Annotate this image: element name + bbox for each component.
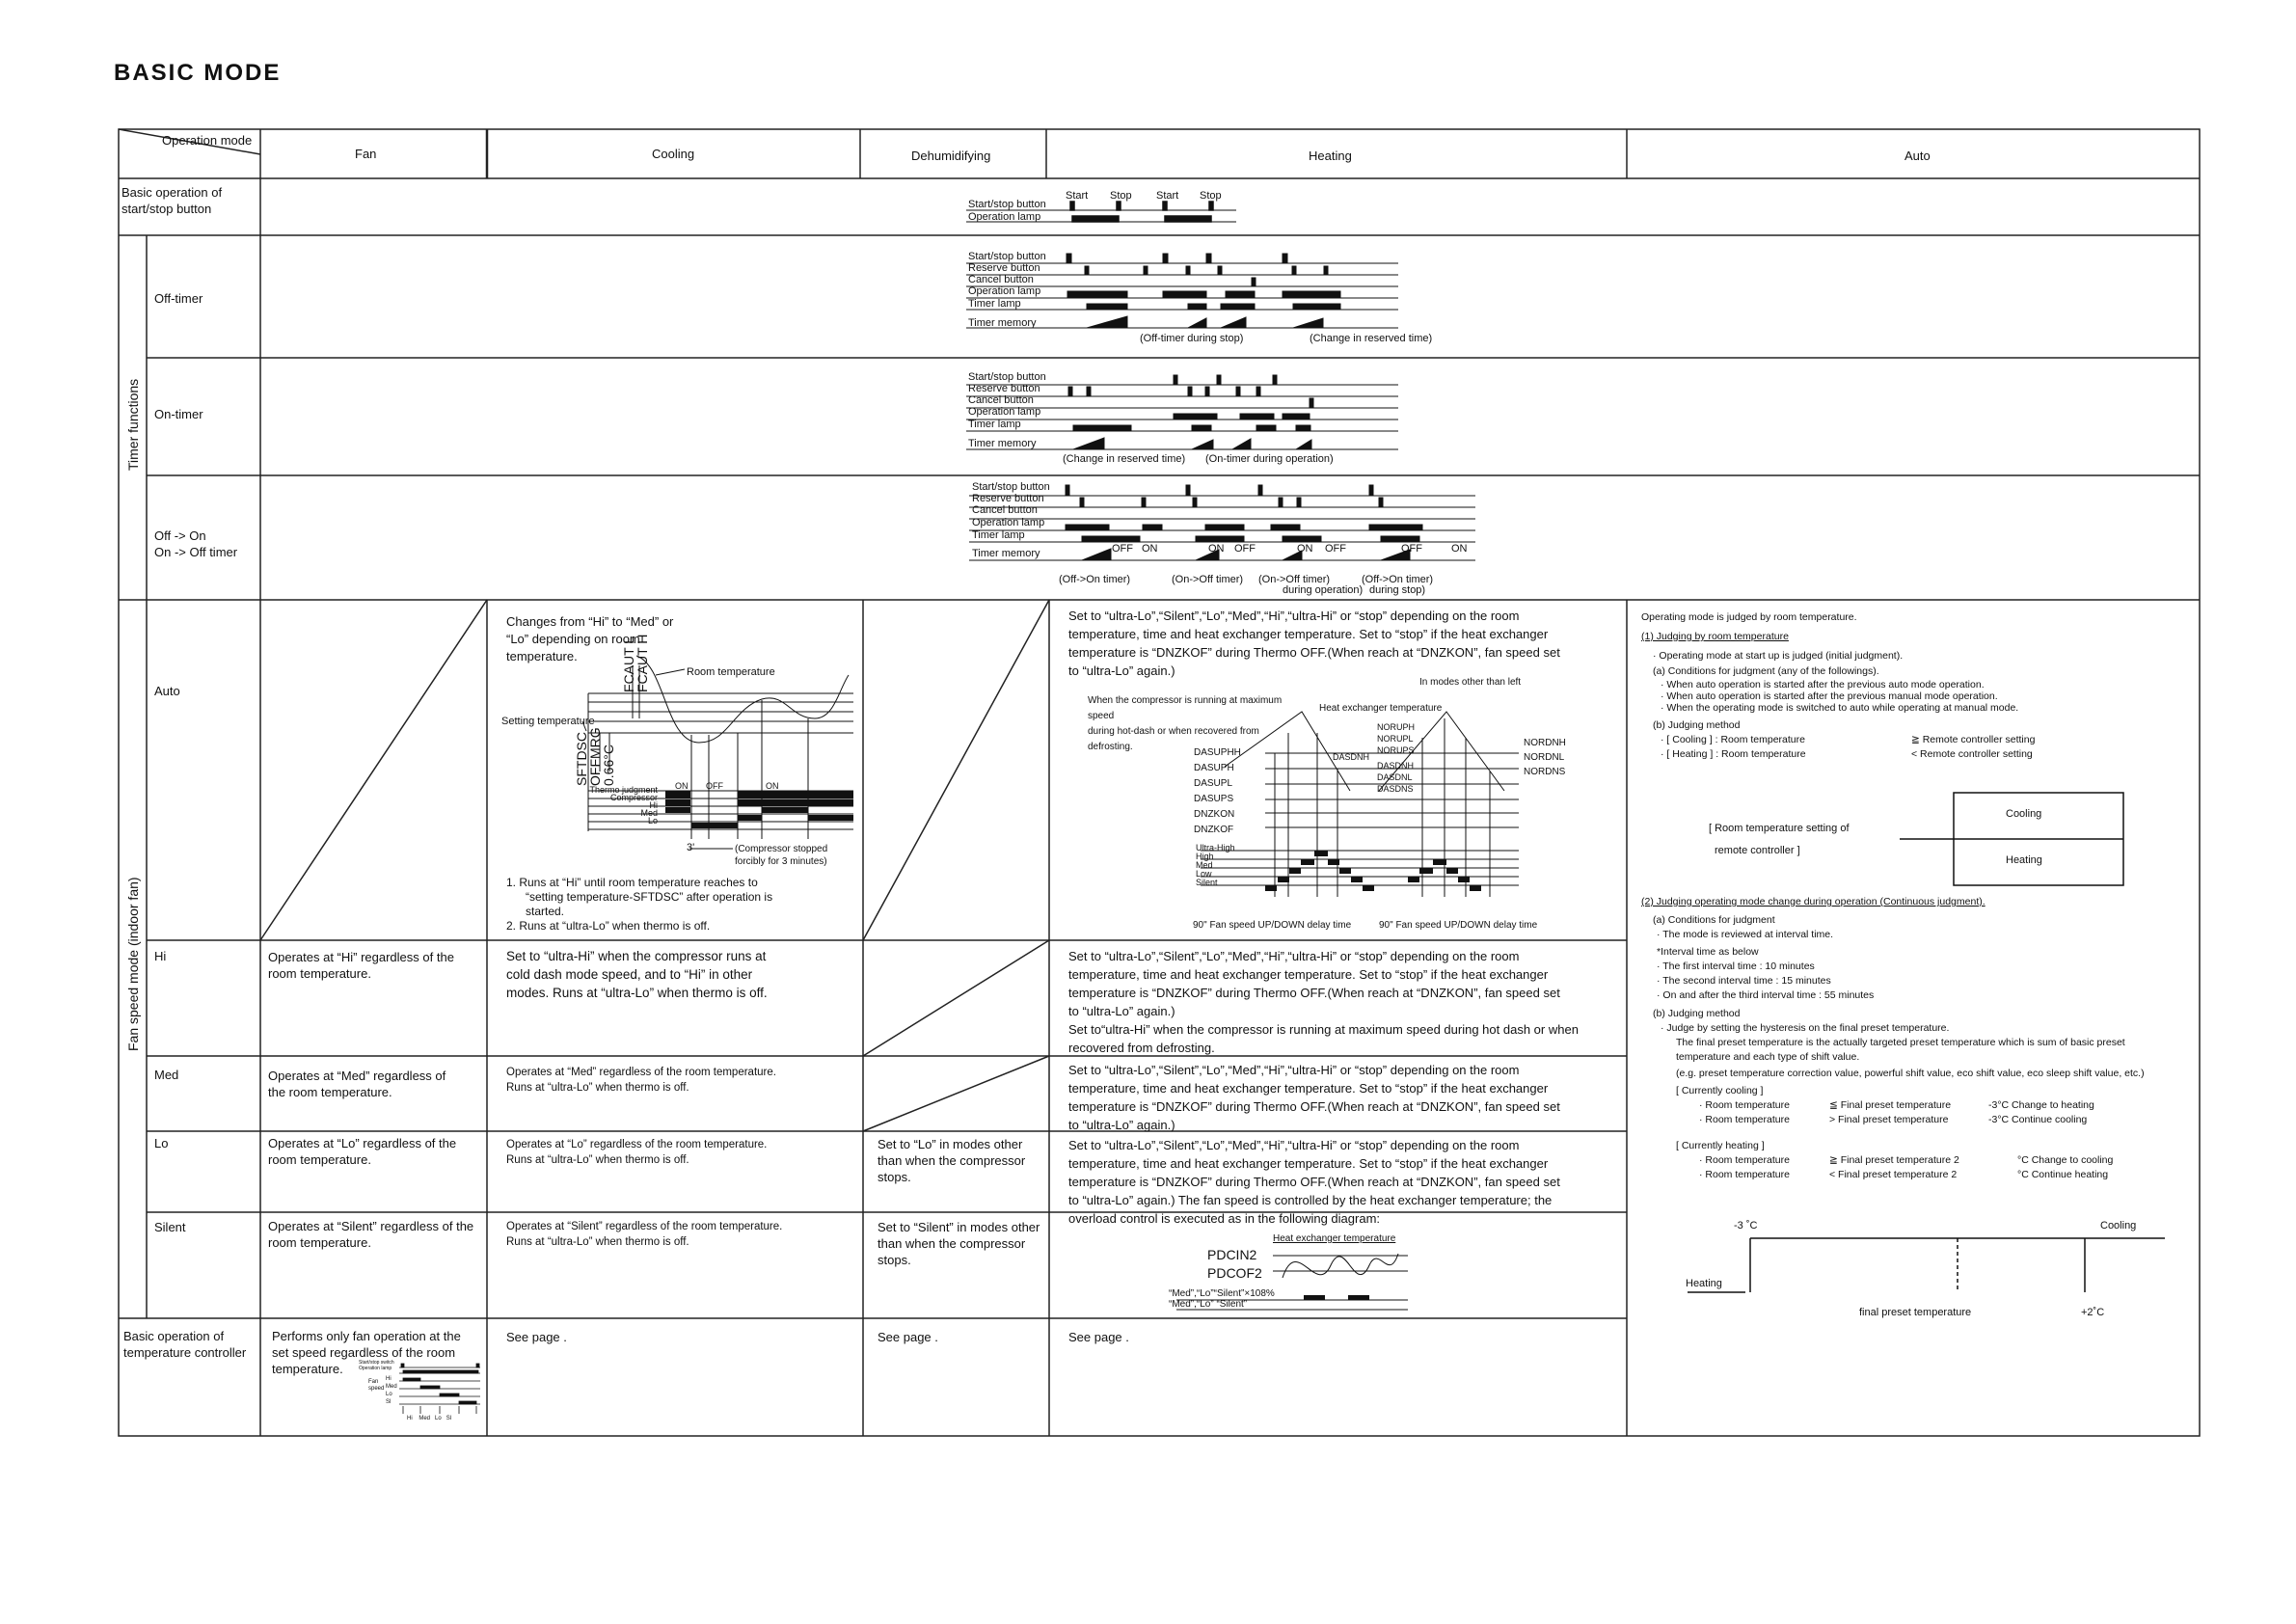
start-label-2: Start [1156, 190, 1179, 202]
fan-lo-text: Operates at “Lo” regardless of the room temperature. [268, 1136, 457, 1167]
stop-label-2: Stop [1200, 190, 1222, 202]
signal-label: Start/stop button [968, 199, 1046, 210]
cooling-auto-text-1: Changes from “Hi” to “Med” or [506, 614, 674, 629]
fan-hi-text: Operates at “Hi” regardless of the room temperature. [268, 950, 454, 981]
fan-auto-label: Auto [154, 684, 180, 698]
heating-see-page[interactable]: See page . [1068, 1330, 1129, 1344]
seg-label: ON [1142, 543, 1158, 555]
seg-label: ON [1297, 543, 1313, 555]
signal-label: Operation lamp [972, 517, 1045, 528]
timing-note: (On->Off timer) [1172, 574, 1244, 585]
col-cooling: Cooling [652, 147, 695, 161]
hyst-plus: +2˚C [2081, 1307, 2105, 1318]
on-label-2: ON [766, 781, 779, 791]
off-label: OFF [706, 781, 723, 791]
basic-startstop-label-2: start/stop button [122, 202, 212, 216]
delay-label: 90" Fan speed UP/DOWN delay time [1379, 920, 1538, 931]
timing-note: (Off->On timer) [1362, 574, 1434, 585]
mid-label: DASDNH [1333, 752, 1370, 762]
cooling-auto-notes: 1. Runs at “Hi” until room temperature reaches to “setting temperature-SFTDSC” after operation is started. 2. Runs at “ultra-Lo” when thermo is off. [506, 876, 773, 933]
page-title: BASIC MODE [114, 60, 282, 86]
off-timer-label: Off-timer [154, 291, 203, 306]
mini-axis: Hi Med Lo Sl [407, 1416, 452, 1421]
cooling-lo-text: Operates at “Lo” regardless of the room temperature. Runs at “ultra-Lo” when thermo is off. [506, 1139, 768, 1166]
dehum-see-page[interactable]: See page . [878, 1330, 938, 1344]
signal-label: Reserve button [968, 383, 1040, 394]
timing-note: during operation) [1283, 584, 1364, 596]
signal-label: Reserve button [968, 262, 1040, 274]
timing-note: (On-timer during operation) [1205, 453, 1334, 465]
vert-label: FCAUT H [635, 634, 650, 692]
cooling-chart-rows: Thermo judgment Compressor Hi Med Lo [589, 785, 658, 826]
fan-temp-ctrl-text: Performs only fan operation at the set speed regardless of the room temperature. [272, 1329, 461, 1376]
timing-note: (Off->On timer) [1059, 574, 1131, 585]
heating-chart-note-right: In modes other than left [1419, 677, 1522, 688]
mini-rows: Start/stop switch Operation lamp [359, 1360, 394, 1371]
signal-label: Cancel button [968, 394, 1034, 406]
signal-label: Timer lamp [972, 529, 1025, 541]
signal-label: Cancel button [972, 504, 1038, 516]
col-heating: Heating [1309, 149, 1352, 163]
signal-label: Timer lamp [968, 298, 1021, 310]
auto-box-label: [ Room temperature setting of remote controller ] [1709, 823, 1850, 856]
seg-label: OFF [1325, 543, 1346, 555]
mini-speeds: Hi Med Lo Sl [386, 1376, 397, 1405]
heating-hi-text: Set to “ultra-Lo”,“Silent”,“Lo”,“Med”,“Hi”,“ultra-Hi” or “stop” depending on the room temperature, time and heat exchanger temperature. Set to “stop” if the heat exchanger temperature is “DNZKOF” during Thermo OFF.(When reach at “DNZKON”, fan speed set to “ultra-Lo” again.) Set to“ultra-Hi” when the compressor is running at maximum speed during hot dash or when recovered from defrosting. [1068, 949, 1579, 1055]
cooling-hi-text: Set to “ultra-Hi” when the compressor runs at cold dash mode speed, and to “Hi” in other modes. Runs at “ultra-Lo” when thermo is off. [506, 949, 768, 1000]
off-on-timer-label-2: On -> Off timer [154, 545, 238, 559]
basic-startstop-label-1: Basic operation of [122, 185, 223, 200]
seg-label: OFF [1112, 543, 1133, 555]
fan-med-label: Med [154, 1068, 179, 1082]
vert-label: SFTDSC [574, 732, 589, 786]
timing-note: (On->Off timer) [1258, 574, 1331, 585]
cooling-see-page[interactable]: See page . [506, 1330, 567, 1344]
fan-hi-label: Hi [154, 949, 167, 963]
start-label: Start [1066, 190, 1089, 202]
off-on-timer-label-1: Off -> On [154, 528, 206, 543]
col-auto: Auto [1904, 149, 1931, 163]
signal-label: Timer memory [968, 438, 1037, 449]
fan-silent-text: Operates at “Silent” regardless of the room temperature. [268, 1219, 474, 1250]
signal-label: Timer lamp [968, 419, 1021, 430]
cooling-med-text: Operates at “Med” regardless of the room temperature. Runs at “ultra-Lo” when thermo is off. [506, 1067, 776, 1094]
auto-box-cooling: Cooling [2006, 808, 2042, 820]
cooling-auto-text-3: temperature. [506, 649, 578, 663]
timing-note: (Off-timer during stop) [1140, 333, 1244, 344]
room-temp-label: Room temperature [687, 666, 775, 678]
timer-functions-label: Timer functions [125, 378, 141, 471]
on-timer-label: On-timer [154, 407, 203, 421]
fan-lo-label: Lo [154, 1136, 169, 1150]
hx-temp-label: Heat exchanger temperature [1319, 703, 1443, 714]
col-fan: Fan [355, 147, 377, 161]
timing-note: (Change in reserved time) [1063, 453, 1186, 465]
pd-lines: “Med”,“Lo”“Silent”×108% “Med”,“Lo” “Silent” [1169, 1288, 1275, 1310]
temp-ctrl-label: Basic operation of temperature controller [123, 1329, 247, 1360]
cooling-silent-text: Operates at “Silent” regardless of the room temperature. Runs at “ultra-Lo” when thermo is off. [506, 1221, 783, 1248]
auto-box-heating: Heating [2006, 854, 2042, 866]
vert-label: FCAUT L [621, 636, 636, 692]
seg-label: OFF [1401, 543, 1422, 555]
dehum-silent-text: Set to “Silent” in modes other than when the compressor stops. [878, 1220, 1040, 1267]
setting-temp-label: Setting temperature [501, 716, 595, 727]
signal-label: Cancel button [968, 274, 1034, 285]
heating-med-text: Set to “ultra-Lo”,“Silent”,“Lo”,“Med”,“Hi”,“ultra-Hi” or “stop” depending on the room temperature, time and heat exchanger temperature. Set to “stop” if the heat exchanger temperature is “DNZKOF” during Thermo OFF.(When reach at “DNZKON”, fan speed set to “ultra-Lo” again.) [1068, 1063, 1560, 1132]
fan-med-text: Operates at “Med” regardless of the room temperature. [268, 1069, 446, 1099]
heating-left-labels: DASUPHH DASUPH DASUPL DASUPS DNZKON DNZKOF [1194, 747, 1241, 835]
heating-chart-note-left: When the compressor is running at maximum speed during hot-dash or when recovered from defrosting. [1088, 695, 1283, 752]
dehum-lo-text: Set to “Lo” in modes other than when the compressor stops. [878, 1137, 1026, 1184]
seg-label: ON [1451, 543, 1468, 555]
heating-mid-labels: NORUPH NORUPL NORUPS DASDNH DASDNL DASDNS [1377, 722, 1416, 794]
timing-note: during stop) [1369, 584, 1426, 596]
signal-label: Operation lamp [968, 285, 1041, 297]
fan-silent-label: Silent [154, 1220, 186, 1234]
delay-label: 3' [687, 842, 695, 853]
hyst-minus: -3 ˚C [1734, 1220, 1758, 1232]
signal-label: Start/stop button [968, 371, 1046, 383]
cooling-auto-text-2: “Lo” depending on room [506, 632, 640, 646]
pd-hx-label: Heat exchanger temperature [1273, 1233, 1396, 1244]
signal-label: Timer memory [968, 317, 1037, 329]
col-dehumidifying: Dehumidifying [911, 149, 991, 163]
heating-right-labels: NORDNH NORDNL NORDNS [1524, 738, 1566, 777]
signal-label: Operation lamp [968, 406, 1041, 418]
vert-label: OFFMRG [587, 727, 603, 786]
hyst-cooling: Cooling [2100, 1220, 2137, 1232]
hyst-final: final preset temperature [1859, 1307, 1972, 1318]
vert-label: 0.66°C [601, 744, 616, 786]
signal-label: Start/stop button [968, 251, 1046, 262]
mini-side: Fan speed [368, 1379, 385, 1392]
fan-speed-mode-label: Fan speed mode (indoor fan) [125, 877, 141, 1051]
on-label: ON [675, 781, 689, 791]
timing-note: (Change in reserved time) [1310, 333, 1433, 344]
stop-note-1: (Compressor stopped [735, 844, 828, 854]
seg-label: OFF [1234, 543, 1256, 555]
heating-auto-text: Set to “ultra-Lo”,“Silent”,“Lo”,“Med”,“Hi”,“ultra-Hi” or “stop” depending on the room temperature, time and heat exchanger temperature. Set to “stop” if the heat exchanger temperature is “DNZKOF” during Thermo OFF.(When reach at “DNZKON”, fan speed set to “ultra-Lo” again.) [1068, 609, 1560, 678]
signal-label: Operation lamp [968, 211, 1041, 223]
hyst-heating: Heating [1686, 1278, 1722, 1289]
signal-label: Start/stop button [972, 481, 1050, 493]
delay-label: 90" Fan speed UP/DOWN delay time [1193, 920, 1352, 931]
heating-lo-text: Set to “ultra-Lo”,“Silent”,“Lo”,“Med”,“Hi”,“ultra-Hi” or “stop” depending on the room temperature, time and heat exchanger temperature. Set to “stop” if the heat exchanger temperature is “DNZKOF” during Thermo OFF.(When reach at “DNZKON”, fan speed set to “ultra-Lo” again.) The fan speed is controlled by the heat exchanger temperature; the overload control is executed as in the following diagram: [1068, 1138, 1560, 1226]
mini-speed-chart [357, 1360, 482, 1427]
speed-labels: Ultra-High High Med Low Silent [1196, 843, 1235, 887]
signal-label: Reserve button [972, 493, 1044, 504]
stop-note-2: forcibly for 3 minutes) [735, 856, 827, 867]
auto-column-text-2: (2) Judging operating mode change during operation (Continuous judgment). (a) Conditions for judgment · The mode is reviewed at interval time. *Interval time as below · The first interval time : 10 minutes · The second interval time : 15 minutes · On and after the third interval time : 55 minutes (b) Judging method · Judge by setting the hysteresis on the final preset temperature. The final preset temperature is the actually targeted preset temperature which is sum of basic preset temperature and each type of shift value. (e.g. preset temperature correction value, powerful shift value, eco shift value, eco sleep shift value, etc.) [ Currently cooling ] · Room temperature ≦ Final preset temperature -3°C Change to heating · Room temperature > Final preset temperature -3°C Continue cooling [ Currently heating ] · Room temperature ≧ Final preset temperature 2 °C Change to cooling · Room temperature < Final preset temperature 2 °C Continue heating [1641, 896, 2145, 1180]
signal-label: Timer memory [972, 548, 1040, 559]
auto-column-text: Operating mode is judged by room temperature. (1) Judging by room temperature · Operating mode at start up is judged (initial judgment). (a) Conditions for judgment (any of the followings). · When auto operation is started after the previous auto mode operation. · When auto operation is started after the previous manual mode operation. · When the operating mode is switched to auto while operating at manual mode. (b) Judging method · [ Cooling ] : Room temperature ≧ Remote controller setting · [ Heating ] : Room temperature < Remote controller setting [1641, 611, 2036, 760]
stop-label: Stop [1110, 190, 1132, 202]
pd-labels: PDCIN2 PDCOF2 [1207, 1247, 1262, 1281]
corner-header: Operation mode [162, 133, 253, 148]
seg-label: ON [1208, 543, 1225, 555]
